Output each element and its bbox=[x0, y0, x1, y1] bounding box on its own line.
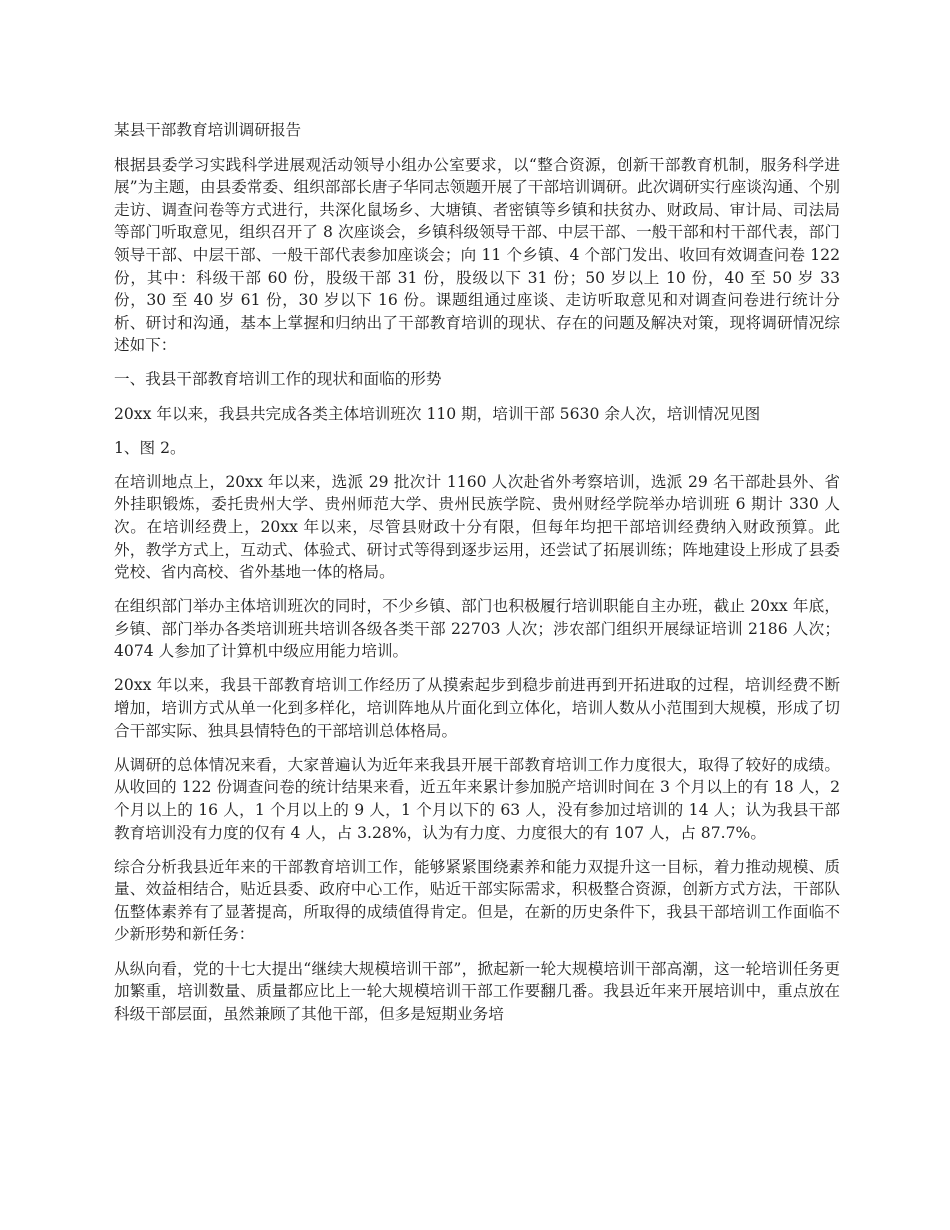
paragraph-overview: 20xx 年以来，我县共完成各类主体培训班次 110 期，培训干部 5630 余人次，培训情况见图 bbox=[114, 404, 761, 423]
section-heading: 一、我县干部教育培训工作的现状和面临的形势 bbox=[114, 370, 442, 389]
paragraph-department-training: 在组织部门举办主体培训班次的同时，不少乡镇、部门也积极履行培训职能自主办班，截止 20xx 年底，乡镇、部门举办各类培训班共培训各级各类干部 22703 人次；涉农部门组织开展绿证培训 2186 人次；4074 人参加了计算机中级应用能力培训。 bbox=[114, 597, 840, 661]
paragraph-intro: 根据县委学习实践科学进展观活动领导小组办公室要求，以“整合资源，创新干部教育机制，服务科学进展”为主题，由县委常委、组织部部长唐子华同志领题开展了干部培训调研。此次调研实行座谈沟通、个别走访、调查问卷等方式进行，共深化鼠场乡、大塘镇、者密镇等乡镇和扶贫办、财政局、审计局、司法局等部门听取意见，组织召开了 8 次座谈会，乡镇科级领导干部、中层干部、一般干部和村干部代表，部门领导干部、中层干部、一般干部代表参加座谈会；向 11 个乡镇、4 个部门发出、收回有效调查问卷 122 份，其中：科级干部 60 份，股级干部 31 份，股级以下 31 份；50 岁以上 10 份，40 至 50 岁 33 份，30 至 40 岁 61 份，30 岁以下 16 份。课题组通过座谈、走访听取意见和对调查问卷进行统计分析、研讨和沟通，基本上掌握和归纳出了干部教育培训的现状、存在的问题及解决对策，现将调研情况综述如下： bbox=[114, 155, 840, 355]
paragraph-vertical-view: 从纵向看，党的十七大提出“继续大规模培训干部”，掀起新一轮大规模培训干部高潮，这一轮培训任务更加繁重，培训数量、质量都应比上一轮大规模培训干部工作要翻几番。我县近年来开展培训中，重点放在科级干部层面，虽然兼顾了其他干部，但多是短期业务培 bbox=[114, 959, 840, 1023]
paragraph-development: 20xx 年以来，我县干部教育培训工作经历了从摸索起步到稳步前进再到开拓进取的过程，培训经费不断增加，培训方式从单一化到多样化，培训阵地从片面化到立体化，培训人数从小范围到大规模，形成了切合干部实际、独具县情特色的干部培训总体格局。 bbox=[114, 676, 840, 740]
document-page bbox=[114, 119, 840, 1037]
paragraph-figure-ref: 1、图 2。 bbox=[114, 438, 186, 457]
paragraph-analysis: 综合分析我县近年来的干部教育培训工作，能够紧紧围绕素养和能力双提升这一目标，着力推动规模、质量、效益相结合，贴近县委、政府中心工作，贴近干部实际需求，积极整合资源，创新方式方法，干部队伍整体素养有了显著提高，所取得的成绩值得肯定。但是，在新的历史条件下，我县干部培训工作面临不少新形势和新任务： bbox=[114, 857, 840, 944]
paragraph-training-location: 在培训地点上，20xx 年以来，选派 29 批次计 1160 人次赴省外考察培训，选派 29 名干部赴县外、省外挂职锻炼，委托贵州大学、贵州师范大学、贵州民族学院、贵州财经学院举办培训班 6 期计 330 人次。在培训经费上，20xx 年以来，尽管县财政十分有限，但每年均把干部培训经费纳入财政预算。此外，教学方式上，互动式、体验式、研讨式等得到逐步运用，还尝试了拓展训练；阵地建设上形成了县委党校、省内高校、省外基地一体的格局。 bbox=[114, 472, 840, 582]
paragraph-survey-results: 从调研的总体情况来看，大家普遍认为近年来我县开展干部教育培训工作力度很大，取得了较好的成绩。从收回的 122 份调查问卷的统计结果来看，近五年来累计参加脱产培训时间在 3 个月以上的有 18 人，2 个月以上的 16 人，1 个月以上的 9 人，1 个月以下的 63 人，没有参加过培训的 14 人；认为我县干部教育培训没有力度的仅有 4 人，占 3.28%，认为有力度、力度很大的有 107 人，占 87.7%。 bbox=[114, 755, 840, 842]
document-title: 某县干部教育培训调研报告 bbox=[114, 121, 302, 139]
